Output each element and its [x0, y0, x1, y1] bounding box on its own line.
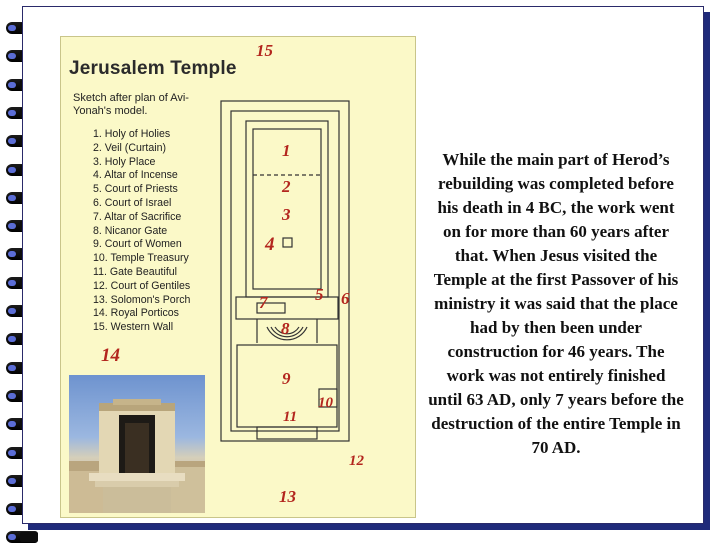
plan-number-10: 10: [318, 395, 333, 411]
plan-number-11: 11: [283, 409, 298, 425]
legend-item: 5. Court of Priests: [93, 183, 178, 196]
plan-number-1: 1: [282, 141, 291, 160]
plan-number-14: 14: [101, 345, 120, 366]
legend-item: 8. Nicanor Gate: [93, 224, 168, 237]
plan-legend: [93, 128, 190, 335]
legend-item: 9. Court of Women: [93, 238, 182, 251]
legend-item: 11. Gate Beautiful: [93, 265, 178, 278]
plan-number-5: 5: [315, 285, 324, 304]
plan-title: Jerusalem Temple: [69, 58, 237, 79]
plan-number-6: 6: [341, 289, 350, 308]
plan-number-7: 7: [259, 293, 268, 312]
slide-body-text: While the main part of Herod’s rebuilding was completed before his death in 4 BC, the work went on for more than 60 years after that. When Jesus visited the Temple at the first Passover of his ministry it was said that the place had by then been under construction for 46 years. The work was not entirely finished until 63 AD, only 7 years before the destruction of the entire Temple in 70 AD.: [428, 150, 684, 457]
plan-subtitle: Sketch after plan of Avi-Yonah's model.: [73, 92, 189, 117]
legend-item: 3. Holy Place: [93, 155, 156, 168]
temple-model-photo: [69, 375, 205, 513]
legend-item: 15. Western Wall: [93, 321, 174, 334]
plan-number-13: 13: [279, 487, 296, 506]
legend-item: 1. Holy of Holies: [93, 128, 171, 140]
legend-item: 4. Altar of Incense: [93, 169, 178, 182]
binding-ring: [6, 531, 38, 543]
gate-beautiful: [257, 427, 317, 439]
plan-number-9: 9: [282, 369, 291, 388]
legend-item: 10. Temple Treasury: [93, 252, 189, 265]
plan-number-12: 12: [349, 453, 364, 469]
legend-item: 6. Court of Israel: [93, 196, 172, 209]
legend-item: 2. Veil (Curtain): [93, 141, 167, 154]
plan-number-4: 4: [265, 234, 275, 255]
legend-item: 7. Altar of Sacrifice: [93, 210, 182, 223]
altar-of-incense: [283, 238, 292, 247]
temple-plan-panel: [60, 36, 416, 518]
plan-number-8: 8: [281, 319, 290, 338]
plan-number-2: 2: [282, 177, 291, 196]
plan-number-15: 15: [256, 41, 273, 60]
legend-item: 13. Solomon's Porch: [93, 293, 191, 306]
legend-item: 14. Royal Porticos: [93, 307, 179, 320]
legend-item: 12. Court of Gentiles: [93, 279, 191, 292]
plan-number-3: 3: [282, 205, 291, 224]
